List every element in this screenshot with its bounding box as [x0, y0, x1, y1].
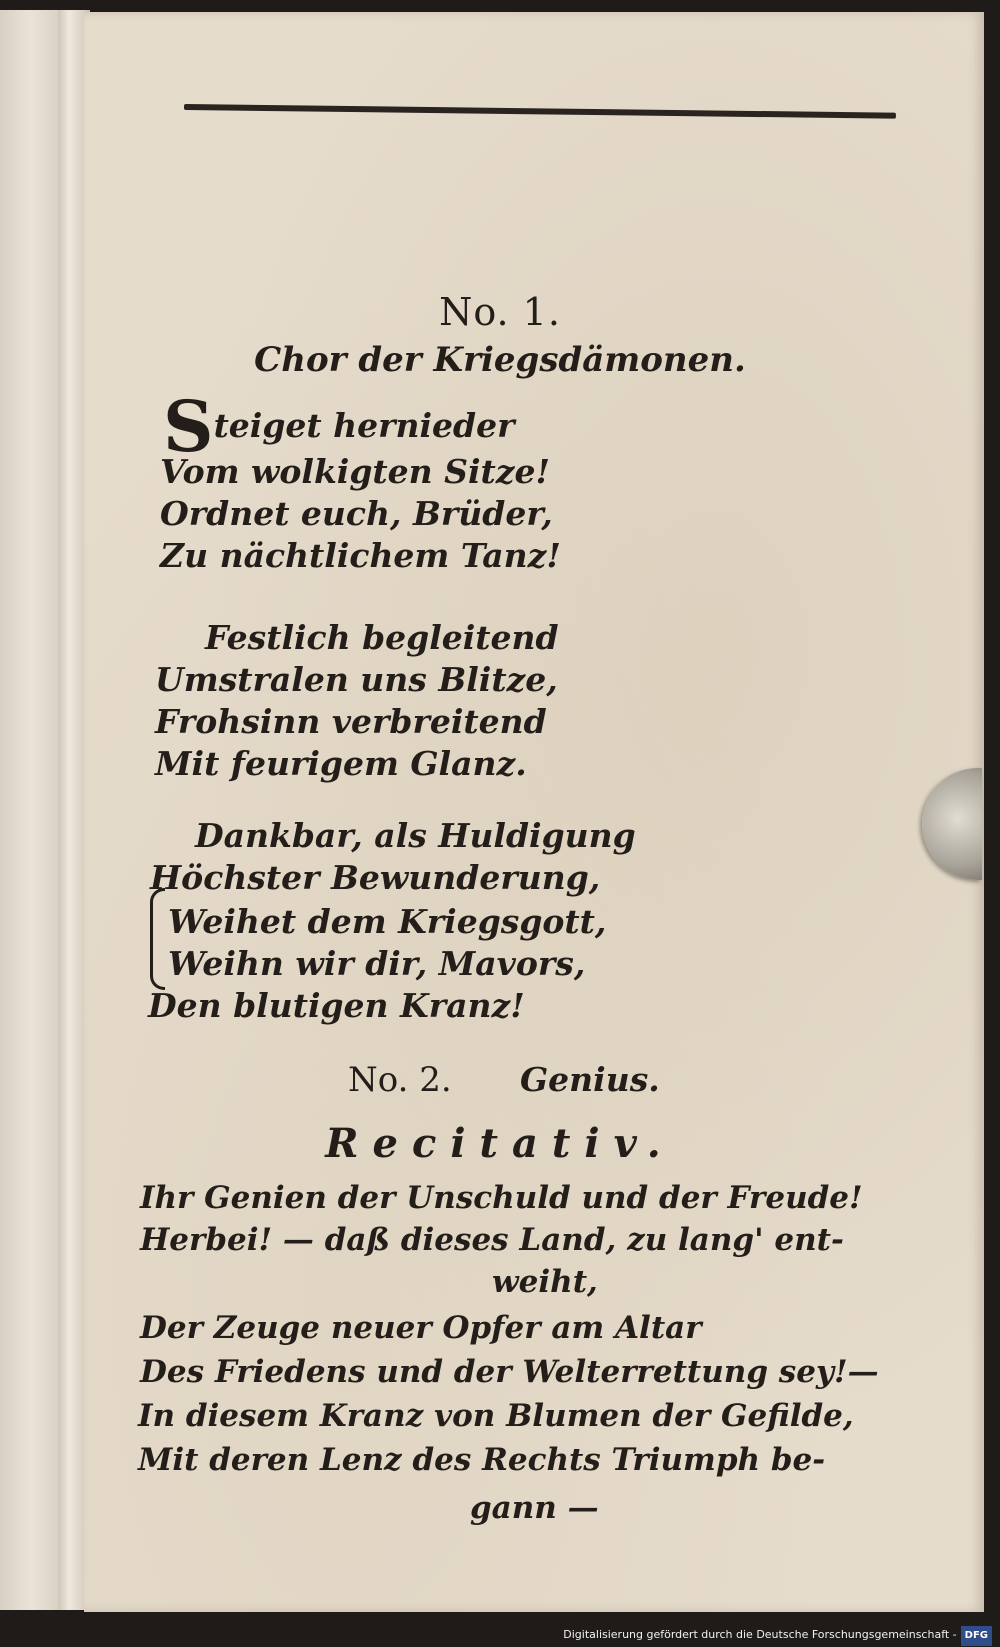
dfg-logo: DFG	[961, 1626, 992, 1646]
prose-line: weiht,	[492, 1264, 598, 1300]
prose-line: Ihr Genien der Unschuld und der Freude!	[140, 1180, 863, 1216]
verse-brace	[150, 888, 165, 990]
verse-line: Weihn wir dir, Mavors,	[168, 944, 586, 983]
piece1-number: No. 1.	[439, 290, 561, 334]
verse-line: Frohsinn verbreitend	[155, 702, 547, 741]
verse-line: Weihet dem Kriegsgott,	[168, 902, 607, 941]
prose-line: Herbei! — daß dieses Land, zu lang' ent-	[140, 1222, 844, 1258]
verse-line: Zu nächtlichem Tanz!	[160, 536, 561, 575]
prose-line: Des Friedens und der Welterrettung sey!—	[140, 1354, 879, 1390]
verse-line: Festlich begleitend	[205, 618, 559, 657]
prose-line: In diesem Kranz von Blumen der Gefilde,	[138, 1398, 854, 1434]
dfg-footer	[563, 1625, 992, 1645]
first-line-text: teiget hernieder	[213, 406, 515, 445]
recitativ-heading: Recitativ.	[325, 1120, 675, 1167]
top-rule	[184, 104, 896, 119]
verse-line: Dankbar, als Huldigung	[195, 816, 636, 855]
prose-line: Der Zeuge neuer Opfer am Altar	[140, 1310, 702, 1346]
prose-line: gann —	[470, 1490, 599, 1526]
verse-line: Höchster Bewunderung,	[150, 858, 601, 897]
drop-cap: S	[163, 385, 214, 468]
verse-line: Mit feurigem Glanz.	[155, 744, 527, 783]
piece2-number: No. 2.	[348, 1060, 452, 1100]
verse-line: Ordnet euch, Brüder,	[160, 494, 553, 533]
footer-text: Digitalisierung gefördert durch die Deutsche Forschungsgemeinschaft -	[563, 1628, 957, 1641]
verse-line: Den blutigen Kranz!	[148, 986, 525, 1025]
prose-line: Mit deren Lenz des Rechts Triumph be-	[138, 1442, 826, 1478]
verse-line: Umstralen uns Blitze,	[155, 660, 558, 699]
piece1-title: Chor der Kriegsdämonen.	[254, 340, 746, 380]
piece2-speaker: Genius.	[520, 1060, 660, 1099]
binding-edge	[58, 10, 86, 1610]
verse-line: Vom wolkigten Sitze!	[160, 452, 550, 491]
